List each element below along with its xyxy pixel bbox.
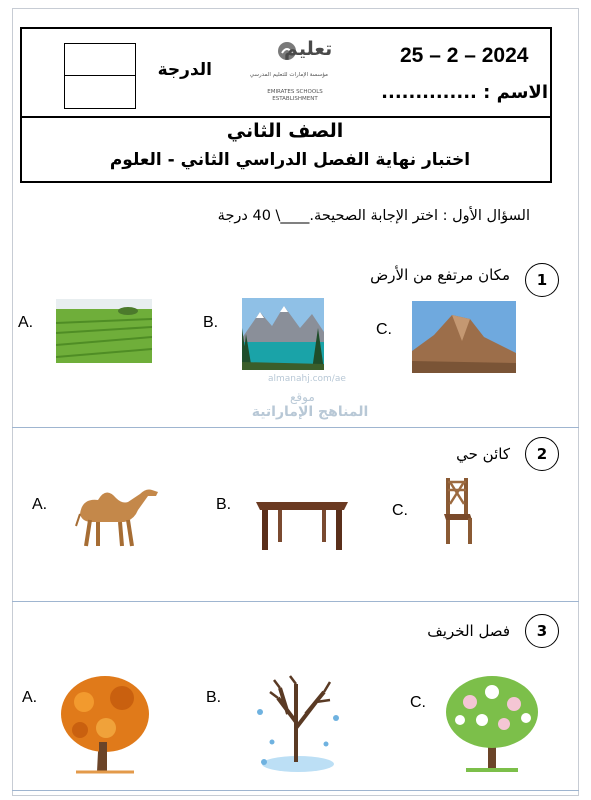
mountain-lake-image[interactable] (242, 298, 324, 370)
watermark-line2: المناهج الإماراتية (251, 404, 369, 420)
header-divider (20, 116, 552, 118)
table-image[interactable] (252, 496, 352, 552)
option-letter[interactable]: C. (410, 694, 426, 711)
question-instruction: السؤال الأول : اختر الإجابة الصحيحة.____\ 40 درجة (217, 208, 530, 224)
question-text: كائن حي (456, 445, 510, 463)
logo-caption-en-2: ESTABLISHMENT (272, 96, 318, 102)
option-letter[interactable]: C. (376, 321, 392, 338)
logo-caption-ar: مؤسسة الإمارات للتعليم المدرسي (249, 72, 328, 78)
school-logo (249, 38, 333, 110)
option-letter[interactable]: A. (22, 689, 38, 706)
chair-image[interactable] (440, 476, 474, 546)
logo-caption-en-1: EMIRATES SCHOOLS (267, 89, 323, 95)
section-divider (12, 790, 579, 791)
autumn-tree-image[interactable] (56, 672, 154, 776)
class-title: الصف الثاني (226, 120, 344, 142)
option-letter[interactable]: A. (18, 314, 34, 331)
name-field-label[interactable]: الاسم : .............. (381, 82, 548, 103)
option-letter[interactable]: B. (203, 314, 219, 331)
question-number-badge: 2 (525, 437, 559, 471)
spring-tree-image[interactable] (442, 672, 542, 776)
winter-tree-image[interactable] (250, 672, 346, 776)
option-letter[interactable]: C. (392, 502, 408, 519)
camel-image[interactable] (68, 480, 168, 550)
question-number-badge: 3 (525, 614, 559, 648)
watermark-line1: موقع (290, 390, 315, 404)
question-text: فصل الخريف (427, 622, 510, 640)
exam-date: 25 – 2 – 2024 (400, 44, 529, 67)
option-letter[interactable]: B. (206, 689, 222, 706)
watermark-url: almanahj.com/ae (268, 374, 346, 384)
grade-box-divider (64, 75, 136, 76)
question-number-badge: 1 (525, 263, 559, 297)
logo-text: تعليم (284, 38, 333, 60)
exam-title: اختبار نهاية الفصل الدراسي الثاني - العلوم (109, 150, 471, 170)
section-divider (12, 427, 579, 428)
green-field-image[interactable] (56, 299, 152, 363)
rocky-mountain-image[interactable] (412, 301, 516, 373)
grade-box[interactable] (64, 43, 136, 109)
option-letter[interactable]: A. (32, 496, 48, 513)
option-letter[interactable]: B. (216, 496, 232, 513)
section-divider (12, 601, 579, 602)
question-text: مكان مرتفع من الأرض (370, 266, 510, 284)
grade-label: الدرجة (157, 60, 212, 80)
